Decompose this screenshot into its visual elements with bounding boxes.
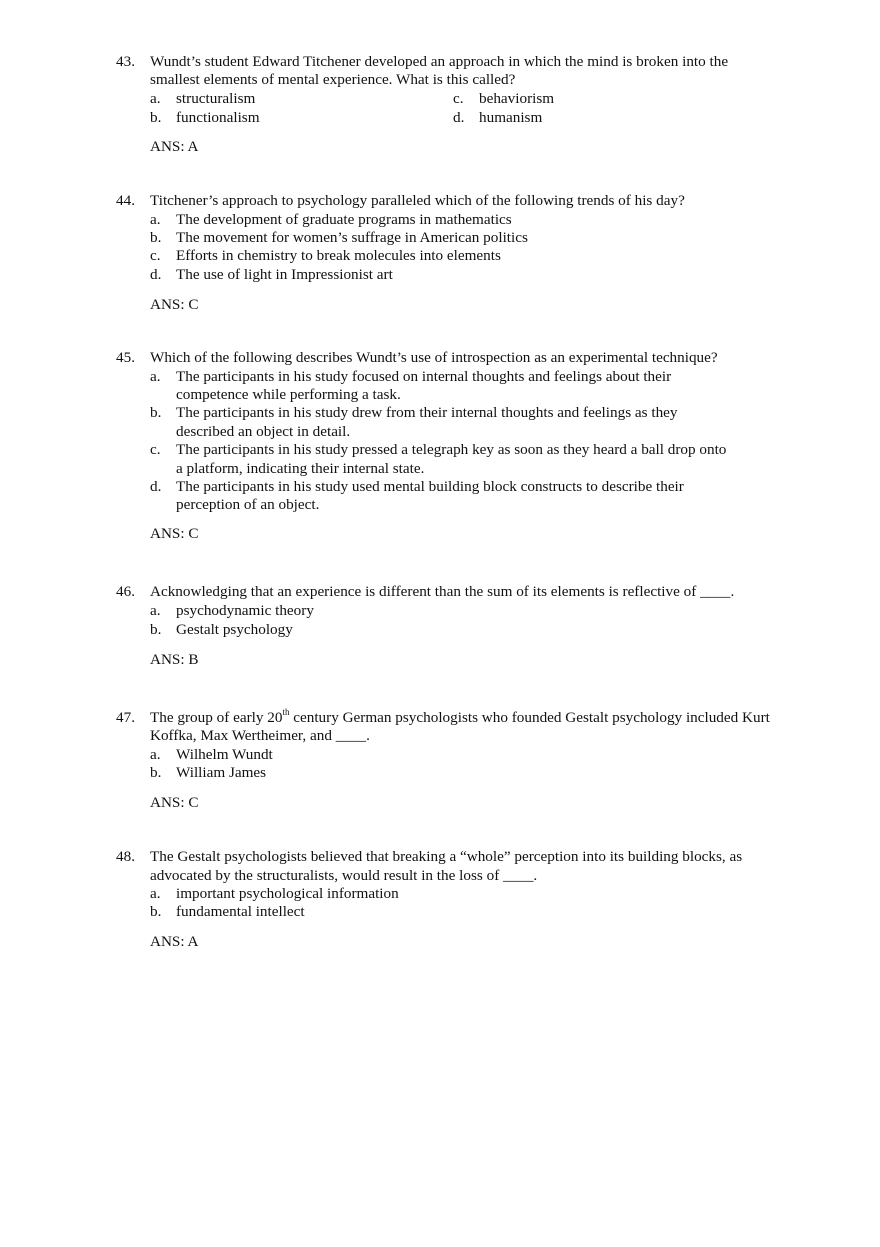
option-letter: c. [150, 247, 161, 264]
question-stem-line: Titchener’s approach to psychology paralleled which of the following trends of his day? [150, 192, 685, 209]
option-letter: a. [150, 746, 161, 763]
option-letter: b. [150, 229, 162, 246]
stem-superscript: th [282, 706, 290, 717]
option-letter: a. [150, 90, 161, 107]
option-text: functionalism [176, 109, 260, 126]
option-text: fundamental intellect [176, 903, 305, 920]
question-stem-line: The Gestalt psychologists believed that breaking a “whole” perception into its building blocks, as [150, 848, 743, 865]
option-text: psychodynamic theory [176, 602, 314, 619]
option-letter: d. [150, 266, 162, 283]
question-number: 47. [116, 709, 135, 726]
option-text-line: The participants in his study drew from their internal thoughts and feelings as they [176, 404, 678, 421]
option-text-line: The participants in his study used mental building block constructs to describe their [176, 478, 684, 495]
option-letter: b. [150, 404, 162, 421]
option-text: humanism [479, 109, 543, 126]
answer-key: ANS: C [150, 794, 199, 811]
question-number: 45. [116, 349, 135, 366]
option-text: important psychological information [176, 885, 399, 902]
option-letter: b. [150, 109, 162, 126]
answer-key: ANS: A [150, 933, 199, 950]
option-text: Gestalt psychology [176, 621, 293, 638]
option-text: The movement for women’s suffrage in American politics [176, 229, 528, 246]
option-letter: b. [150, 903, 162, 920]
option-text-line: The participants in his study pressed a telegraph key as soon as they heard a ball drop onto [176, 441, 727, 458]
question-number: 48. [116, 848, 135, 865]
question-stem-line: Wundt’s student Edward Titchener developed an approach in which the mind is broken into the [150, 53, 729, 70]
answer-key: ANS: C [150, 525, 199, 542]
question-number: 46. [116, 583, 135, 600]
option-letter: b. [150, 764, 162, 781]
question-stem-line: smallest elements of mental experience. What is this called? [150, 71, 516, 88]
answer-key: ANS: B [150, 651, 199, 668]
question-stem-line [150, 706, 810, 727]
option-letter: c. [150, 441, 161, 458]
option-text-line: competence while performing a task. [176, 386, 401, 403]
option-letter: a. [150, 885, 161, 902]
option-text: behaviorism [479, 90, 555, 107]
stem-text: The group of early 20 [150, 709, 283, 726]
option-letter: a. [150, 211, 161, 228]
question-number: 43. [116, 53, 135, 70]
option-text: structuralism [176, 90, 256, 107]
option-text-line: a platform, indicating their internal state. [176, 460, 425, 477]
option-text: William James [176, 764, 267, 781]
option-text: Efforts in chemistry to break molecules into elements [176, 247, 501, 264]
question-stem-line: Acknowledging that an experience is different than the sum of its elements is reflective of ____. [150, 583, 735, 600]
option-letter: b. [150, 621, 162, 638]
option-text-line: perception of an object. [176, 496, 320, 513]
answer-key: ANS: C [150, 296, 199, 313]
option-letter: c. [453, 90, 464, 107]
option-text-line: described an object in detail. [176, 423, 351, 440]
option-text-line: The participants in his study focused on internal thoughts and feelings about their [176, 368, 672, 385]
option-letter: a. [150, 602, 161, 619]
option-text: Wilhelm Wundt [176, 746, 273, 763]
stem-text: century German psychologists who founded Gestalt psychology included Kurt [289, 709, 770, 726]
option-letter: d. [453, 109, 465, 126]
option-text: The development of graduate programs in mathematics [176, 211, 512, 228]
question-stem-line: advocated by the structuralists, would result in the loss of ____. [150, 867, 538, 884]
answer-key: ANS: A [150, 138, 199, 155]
option-text: The use of light in Impressionist art [176, 266, 393, 283]
question-stem-line: Koffka, Max Wertheimer, and ____. [150, 727, 370, 744]
option-letter: a. [150, 368, 161, 385]
option-letter: d. [150, 478, 162, 495]
question-stem-line: Which of the following describes Wundt’s use of introspection as an experimental technique? [150, 349, 718, 366]
question-number: 44. [116, 192, 135, 209]
